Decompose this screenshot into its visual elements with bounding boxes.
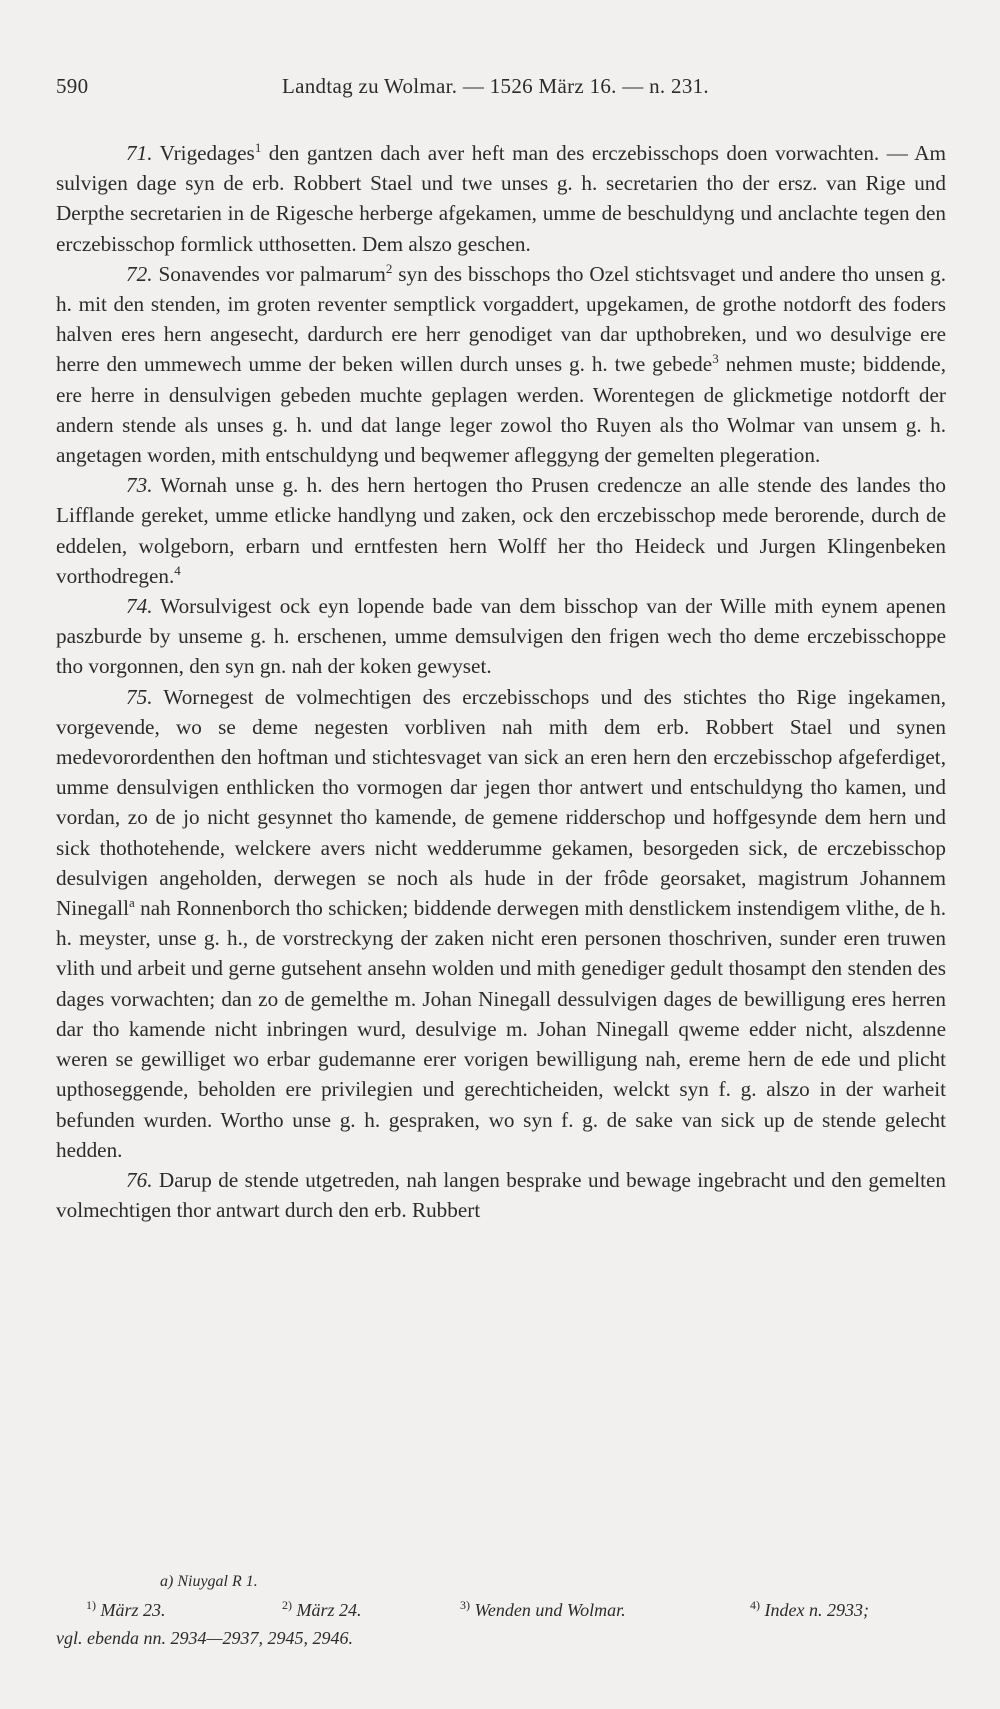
footnote-mark: 1) bbox=[86, 1598, 96, 1612]
footnote-text: Wenden und Wolmar. bbox=[474, 1600, 626, 1620]
footnotes bbox=[56, 1568, 946, 1652]
paragraph-text: syn des bisschops tho Ozel stichtsvaget und andere tho unsen g. h. mit den stenden, im groten reventer semptlick vorgaddert, upgekamen, de grothe notdorft des foders halven eres hern angesecht, dardurch ere herr genodiget van dar upthobreken, und wo desulvige ere herre den ummewech umme der beken willen durch unses g. h. twe gebede bbox=[56, 261, 946, 377]
footnote-text: März 23. bbox=[100, 1600, 166, 1620]
footnote-mark: 2) bbox=[282, 1598, 292, 1612]
variant-note: a) Niuygal R 1. bbox=[160, 1573, 258, 1590]
paragraph-number: 75. bbox=[126, 684, 153, 709]
variant-ref: a bbox=[128, 895, 135, 911]
paragraph-74 bbox=[56, 591, 946, 682]
footnote-ref: 3 bbox=[712, 351, 719, 367]
footnote-mark: 4) bbox=[750, 1598, 760, 1612]
paragraph-73 bbox=[56, 470, 946, 591]
footnote-text: März 24. bbox=[296, 1600, 362, 1620]
running-head: Landtag zu Wolmar. — 1526 März 16. — n. 231. bbox=[282, 74, 709, 98]
footnote-3 bbox=[460, 1596, 626, 1624]
footnote-row bbox=[56, 1596, 946, 1624]
paragraph-text: Wornegest de volmechtigen des erczebisschops und des stichtes tho Rige ingekamen, vorgevende, wo se deme negesten vorbliven nah mith dem erb. Robbert Stael und synen medevorordenthen den hoftman und stichtesvaget van sick an eren hern den erczebisschop afgeferdiget, umme densulvigen enthlicken tho vormogen dar jegen thor antwert und entschuldyng tho kamen, und vordan, zo de jo nicht gesynnet tho kamende, de gemene ridderschop und hoffgesynde dem hern und sick thothotehende, welckere avers nicht wedderumme gekamen, besorgeden sick, de erczebisschop desulvigen angeholden, derwegen se noch als hude in der frôde georsaket, magistrum Johannem Ninegall bbox=[56, 684, 946, 921]
paragraph-text: Vrigedages bbox=[152, 141, 255, 165]
footnote-mark: 3) bbox=[460, 1598, 470, 1612]
paragraph-71 bbox=[56, 138, 946, 259]
paragraph-number: 71. bbox=[126, 141, 153, 165]
page-header bbox=[56, 74, 946, 108]
page-number: 590 bbox=[56, 74, 89, 98]
paragraph-75 bbox=[56, 682, 946, 1165]
paragraph-text: nehmen muste; biddende, ere herre in densulvigen gebeden muchte geplagen werden. Worentegen de glickmetige notdorft der andern stende als unses g. h. und dat lange leger zowol tho Ruyen als tho Wolmar van unsem g. h. angetagen worden, mith entschuldyng und beqwemer afleggyng der gemelten plegeration. bbox=[56, 352, 947, 468]
footnote-ref: 2 bbox=[385, 260, 393, 276]
paragraph-text: Darup de stende utgetreden, nah langen besprake und bewage ingebracht und den gemelten volmechtigen thor antwart durch den erb. Rubbert bbox=[56, 1167, 946, 1223]
paragraph-number: 72. bbox=[126, 261, 153, 286]
paragraph-number: 73. bbox=[126, 473, 153, 498]
paragraph-text: nah Ronnenborch tho schicken; biddende derwegen mith denstlickem instendigem vlithe, de h. h. meyster, unse g. h., de vorstreckyng der zaken nicht eren personen thoschriven, sunder eren truwen vlith und arbeit und gerne gutsehent ansehn wolden und mith genediger gedult thosampt den stenden des dages vorwachten; dan zo de gemelthe m. Johan Ninegall dessulvigen dages de bewilligung eres herren dar tho kamende nicht inbringen wurd, desulvige m. Johan Ninegall qweme edder nicht, alszdenne weren se gewilliget wo erbar gudemanne erer vorigen bewilligung nah, ereme hern de ede und plicht upthoseggende, beholden ere privilegien und gerechticheiden, welckt syn f. g. alszo in der warheit befunden wurden. Wortho unse g. h. gespraken, wo syn f. g. de sake van sick up de stende gelecht hedden. bbox=[56, 896, 946, 1162]
paragraph-text: Wornah unse g. h. des hern hertogen tho Prusen credencze an alle stende des landes tho Lifflande gereket, umme etlicke handlyng und zaken, ock den erczebisschop mede berorende, durch de eddelen, wolgeborn, erbarn und erntfesten hern Wolff her tho Heideck und Jurgen Klingenbeken vorthodregen. bbox=[56, 473, 946, 588]
paragraph-72 bbox=[56, 259, 946, 470]
footnote-ref: 4 bbox=[174, 562, 181, 578]
body-text bbox=[56, 138, 946, 1225]
paragraph-text: Sonavendes vor palmarum bbox=[152, 261, 386, 286]
footnote-text: Index n. 2933; bbox=[764, 1600, 869, 1620]
paragraph-76 bbox=[56, 1165, 946, 1225]
paragraph-number: 74. bbox=[126, 594, 153, 619]
footnote-4 bbox=[750, 1596, 869, 1624]
footnote-ref: 1 bbox=[254, 140, 262, 155]
paragraph-text: Worsulvigest ock eyn lopende bade van dem bisschop van der Wille mith eynem apenen paszburde by unseme g. h. erschenen, umme demsulvigen den frigen wech tho deme erczebisschoppe tho vorgonnen, den syn gn. nah der koken gewyset. bbox=[56, 594, 946, 679]
footnote-4-continuation: vgl. ebenda nn. 2934—2937, 2945, 2946. bbox=[56, 1628, 353, 1648]
paragraph-number: 76. bbox=[126, 1167, 153, 1192]
footnote-2 bbox=[282, 1596, 362, 1624]
footnote-1 bbox=[86, 1596, 166, 1624]
paragraph-text: den gantzen dach aver heft man des erczebisschops doen vorwachten. — Am sulvigen dage syn de erb. Robbert Stael und twe unses g. h. secretarien tho der ersz. van Rige und Derpthe secretarien in de Rigesche herberge afgekamen, umme de beschuldyng und anclachte tegen den erczebisschop formlick utthosetten. Dem alszo geschen. bbox=[56, 141, 946, 256]
